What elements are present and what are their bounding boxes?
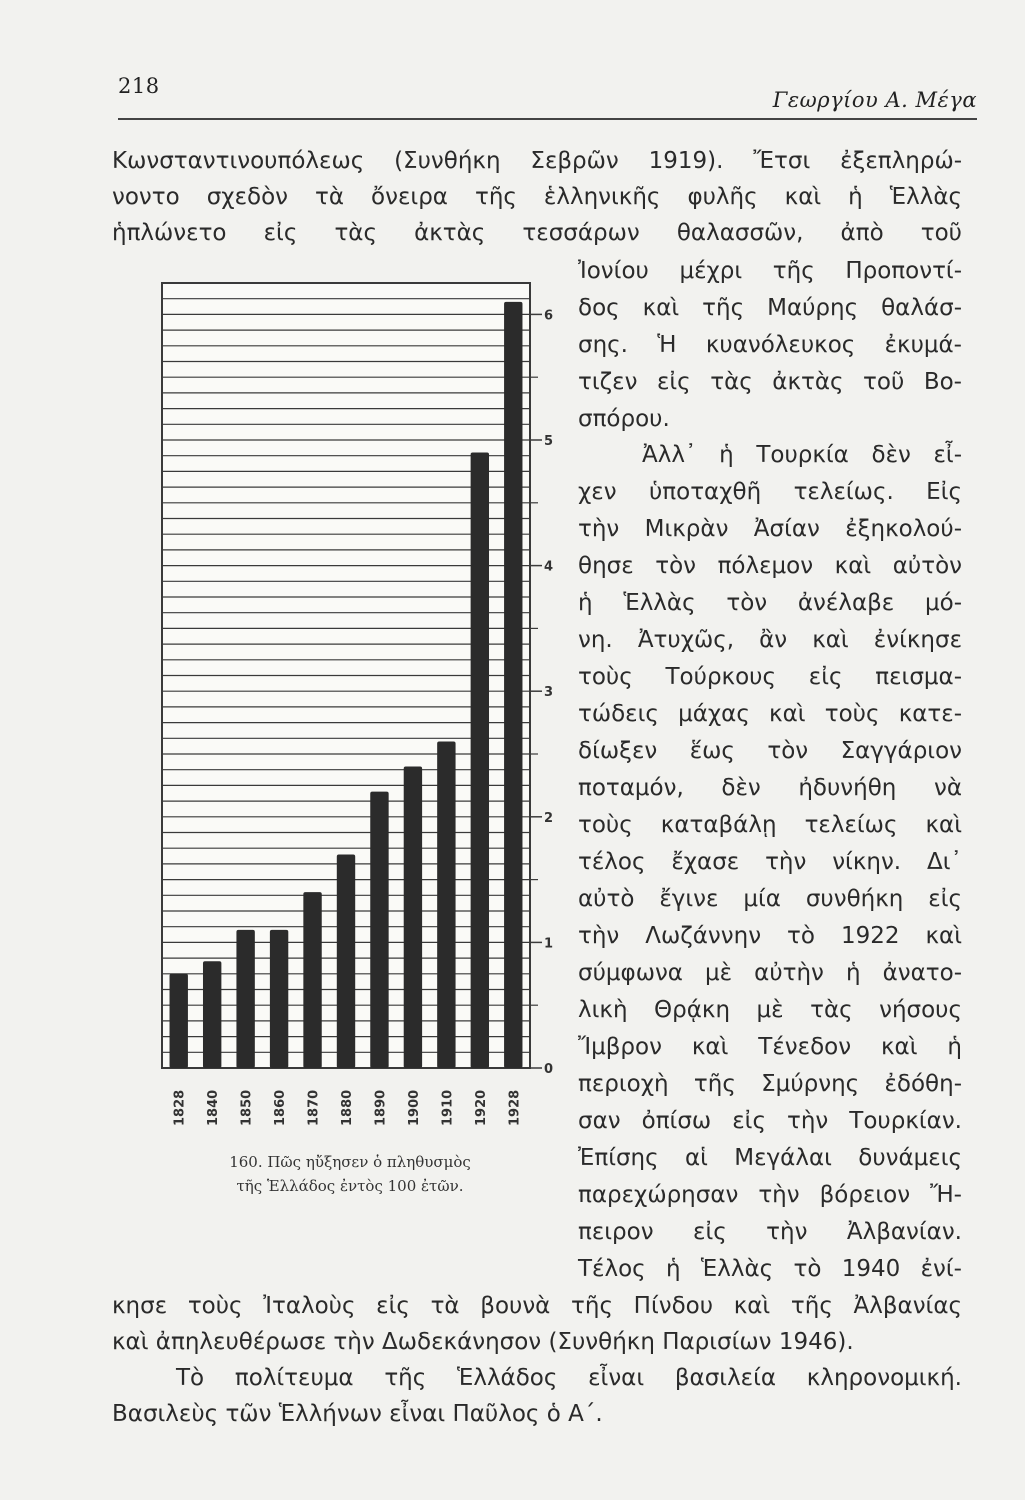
text-line: ἡπλώνετο εἰς τὰς ἀκτὰς τεσσάρων θαλασσῶν, ἀπὸ τοῦ xyxy=(112,220,962,246)
text-line: θησε τὸν πόλεμον καὶ αὐτὸν xyxy=(578,553,962,579)
text-line: σης. Ἡ κυανόλευκος ἐκυμά- xyxy=(578,332,962,358)
text-line: σαν ὀπίσω εἰς τὴν Τουρκίαν. xyxy=(578,1108,962,1134)
text-line: δίωξεν ἕως τὸν Σαγγάριον xyxy=(578,738,962,764)
text-line: τὴν Λωζάννην τὸ 1922 καὶ xyxy=(578,923,962,949)
text-line: τιζεν εἰς τὰς ἀκτὰς τοῦ Βο- xyxy=(578,369,962,395)
text-line: πειρον εἰς τὴν Ἀλβανίαν. xyxy=(578,1219,962,1245)
x-tick-label: 1900 xyxy=(406,1089,422,1126)
x-tick-label: 1870 xyxy=(306,1089,322,1126)
text-line: αὐτὸ ἔγινε μία συνθήκη εἰς xyxy=(578,886,962,912)
header-rule xyxy=(118,118,977,120)
population-chart xyxy=(150,278,570,1138)
text-line: τοὺς καταβάλῃ τελείως καὶ xyxy=(578,812,962,838)
x-tick-label: 1840 xyxy=(206,1089,222,1126)
text-line: παρεχώρησαν τὴν βόρειον Ἤ- xyxy=(578,1182,962,1208)
y-tick-label: 2 xyxy=(544,810,554,826)
y-tick-label: 1 xyxy=(544,936,554,952)
text-line: Τὸ πολίτευμα τῆς Ἑλλάδος εἶναι βασιλεία κληρονομική. xyxy=(176,1365,962,1391)
text-line: σύμφωνα μὲ αὐτὴν ἡ ἀνατο- xyxy=(578,960,962,986)
text-line: τέλος ἔχασε τὴν νίκην. Δι᾿ xyxy=(578,849,962,875)
text-line: περιοχὴ τῆς Σμύρνης ἐδόθη- xyxy=(578,1071,962,1097)
y-tick-label: 6 xyxy=(544,308,554,324)
text-line: Βασιλεὺς τῶν Ἑλλήνων εἶναι Παῦλος ὁ Α΄. xyxy=(112,1401,603,1427)
y-tick-label: 5 xyxy=(544,434,554,449)
text-line: χεν ὑποταχθῆ τελείως. Εἰς xyxy=(578,479,962,505)
text-line: σπόρου. xyxy=(578,406,670,432)
text-line: Ἴμβρον καὶ Τένεδον καὶ ἡ xyxy=(578,1034,962,1060)
text-line: νη. Ἀτυχῶς, ἂν καὶ ἐνίκησε xyxy=(578,627,962,653)
x-tick-label: 1928 xyxy=(507,1089,523,1126)
chart-bar xyxy=(471,453,489,1068)
chart-bar xyxy=(370,792,388,1068)
chart-bar xyxy=(504,302,522,1068)
text-line: τοὺς Τούρκους εἰς πεισμα- xyxy=(578,664,962,690)
x-tick-label: 1890 xyxy=(373,1089,389,1126)
text-line: νοντο σχεδὸν τὰ ὄνειρα τῆς ἑλληνικῆς φυλῆς καὶ ἡ Ἑλλὰς xyxy=(112,184,962,210)
x-tick-label: 1828 xyxy=(172,1089,188,1126)
figure-caption xyxy=(160,1150,540,1198)
text-line: καὶ ἀπηλευθέρωσε τὴν Δωδεκάνησον (Συνθήκη Παρισίων 1946). xyxy=(112,1329,854,1355)
population-bar-chart xyxy=(150,278,570,1138)
text-line: Ἐπίσης αἱ Μεγάλαι δυνάμεις xyxy=(578,1145,962,1171)
text-line: Ἰονίου μέχρι τῆς Προποντί- xyxy=(578,258,962,284)
x-tick-label: 1850 xyxy=(239,1089,255,1126)
chart-bar xyxy=(404,767,422,1068)
caption-line-1: 160. Πῶς ηὔξησεν ὁ πληθυσμὸς xyxy=(229,1153,471,1171)
text-line: Τέλος ἡ Ἑλλὰς τὸ 1940 ἐνί- xyxy=(578,1256,962,1282)
text-line: ἡ Ἑλλὰς τὸν ἀνέλαβε μό- xyxy=(578,590,962,616)
text-line: τώδεις μάχας καὶ τοὺς κατε- xyxy=(578,701,962,727)
chart-bar xyxy=(236,930,254,1068)
text-line: ποταμόν, δὲν ἠδυνήθη νὰ xyxy=(578,775,962,801)
y-tick-label: 0 xyxy=(544,1062,554,1077)
text-line: τὴν Μικρὰν Ἀσίαν ἐξηκολού- xyxy=(578,516,962,542)
text-line: λικὴ Θρᾴκη μὲ τὰς νήσους xyxy=(578,997,962,1023)
page-number: 218 xyxy=(118,74,160,98)
chart-bar xyxy=(337,854,355,1068)
y-tick-label: 4 xyxy=(544,559,554,575)
y-tick-label: 3 xyxy=(544,685,554,701)
x-tick-label: 1910 xyxy=(440,1089,456,1126)
x-tick-label: 1880 xyxy=(340,1089,355,1126)
caption-line-2: τῆς Ἑλλάδος ἐντὸς 100 ἐτῶν. xyxy=(236,1177,464,1195)
text-line: δος καὶ τῆς Μαύρης θαλάσ- xyxy=(578,295,962,321)
text-line: κησε τοὺς Ἰταλοὺς εἰς τὰ βουνὰ τῆς Πίνδου καὶ τῆς Ἀλβανίας xyxy=(112,1293,962,1319)
x-tick-label: 1920 xyxy=(473,1089,489,1126)
chart-bar xyxy=(270,930,288,1068)
text-line: Κωνσταντινουπόλεως (Συνθήκη Σεβρῶν 1919). Ἔτσι ἐξεπληρώ- xyxy=(112,148,962,174)
chart-bar xyxy=(203,961,221,1068)
chart-bar xyxy=(170,974,188,1068)
chart-bar xyxy=(437,741,455,1068)
x-tick-label: 1860 xyxy=(273,1089,289,1126)
running-title: Γεωργίου Α. Μέγα xyxy=(772,88,977,112)
chart-bar xyxy=(303,892,321,1068)
text-line: Ἀλλ᾿ ἡ Τουρκία δὲν εἶ- xyxy=(642,442,962,468)
